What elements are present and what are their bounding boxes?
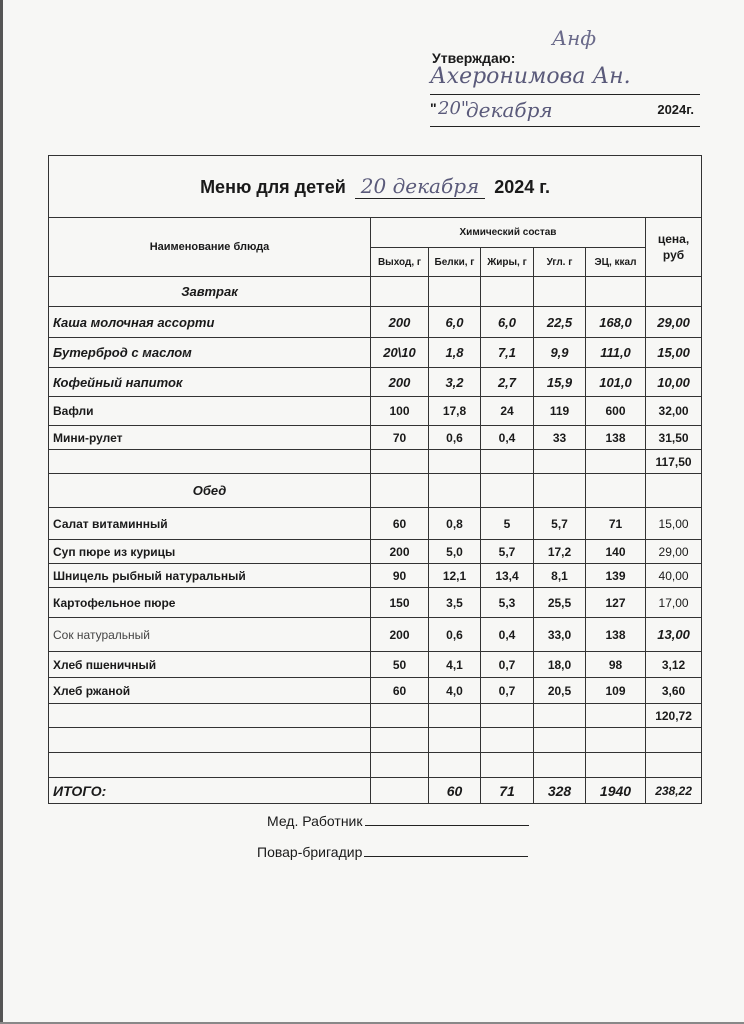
dish-carbs: 33,0 bbox=[534, 618, 586, 652]
dish-protein: 3,2 bbox=[429, 368, 481, 397]
dish-fat: 5 bbox=[481, 508, 534, 540]
dish-name: Шницель рыбный натуральный bbox=[49, 564, 371, 588]
total-protein: 60 bbox=[429, 778, 481, 804]
table-row bbox=[49, 588, 702, 618]
header-chem: Химический состав bbox=[371, 218, 646, 248]
dish-name: Хлеб ржаной bbox=[49, 678, 371, 704]
dish-protein: 0,6 bbox=[429, 426, 481, 450]
total-fat: 71 bbox=[481, 778, 534, 804]
dish-fat: 0,7 bbox=[481, 652, 534, 678]
menu-table bbox=[48, 155, 702, 804]
total-label: ИТОГО: bbox=[49, 778, 371, 804]
table-row bbox=[49, 652, 702, 678]
subtotal-row-lunch bbox=[49, 704, 702, 728]
dish-fat: 13,4 bbox=[481, 564, 534, 588]
dish-yield: 150 bbox=[371, 588, 429, 618]
dish-energy: 98 bbox=[586, 652, 646, 678]
menu-title bbox=[49, 156, 702, 218]
dish-name: Каша молочная ассорти bbox=[49, 307, 371, 338]
table-row bbox=[49, 397, 702, 426]
dish-price: 29,00 bbox=[646, 540, 702, 564]
header-protein: Белки, г bbox=[429, 248, 481, 277]
approval-date bbox=[430, 100, 700, 127]
dish-carbs: 33 bbox=[534, 426, 586, 450]
medic-signature-line bbox=[267, 813, 529, 829]
dish-yield: 20\10 bbox=[371, 338, 429, 368]
dish-price: 13,00 bbox=[646, 618, 702, 652]
dish-carbs: 20,5 bbox=[534, 678, 586, 704]
menu-title-date: 20 декабря bbox=[355, 174, 485, 199]
chef-label: Повар-бригадир bbox=[257, 844, 363, 860]
dish-yield: 60 bbox=[371, 678, 429, 704]
dish-energy: 101,0 bbox=[586, 368, 646, 397]
dish-price: 31,50 bbox=[646, 426, 702, 450]
medic-label: Мед. Работник bbox=[267, 813, 363, 829]
header-energy: ЭЦ, ккал bbox=[586, 248, 646, 277]
dish-energy: 168,0 bbox=[586, 307, 646, 338]
chef-signature-line bbox=[257, 844, 528, 860]
dish-carbs: 15,9 bbox=[534, 368, 586, 397]
table-row bbox=[49, 307, 702, 338]
dish-energy: 140 bbox=[586, 540, 646, 564]
subtotal-breakfast: 117,50 bbox=[646, 450, 702, 474]
dish-name: Сок натуральный bbox=[49, 618, 371, 652]
approval-label: Утверждаю: bbox=[432, 50, 516, 66]
table-row bbox=[49, 678, 702, 704]
scan-edge-left bbox=[0, 0, 3, 1024]
dish-price: 3,12 bbox=[646, 652, 702, 678]
approver-name: Ахеронимова Ан. bbox=[430, 64, 700, 95]
header-carbs: Угл. г bbox=[534, 248, 586, 277]
menu-title-year: 2024 г. bbox=[494, 177, 550, 197]
dish-protein: 0,6 bbox=[429, 618, 481, 652]
dish-protein: 17,8 bbox=[429, 397, 481, 426]
dish-yield: 90 bbox=[371, 564, 429, 588]
dish-protein: 3,5 bbox=[429, 588, 481, 618]
dish-price: 15,00 bbox=[646, 508, 702, 540]
dish-name: Кофейный напиток bbox=[49, 368, 371, 397]
header-fat: Жиры, г bbox=[481, 248, 534, 277]
subtotal-row-breakfast bbox=[49, 450, 702, 474]
table-row bbox=[49, 368, 702, 397]
menu-title-prefix: Меню для детей bbox=[200, 177, 346, 197]
empty-row bbox=[49, 753, 702, 778]
dish-price: 3,60 bbox=[646, 678, 702, 704]
section-breakfast: Завтрак bbox=[49, 277, 371, 307]
empty-row bbox=[49, 728, 702, 753]
dish-fat: 6,0 bbox=[481, 307, 534, 338]
table-row bbox=[49, 338, 702, 368]
dish-energy: 600 bbox=[586, 397, 646, 426]
dish-protein: 0,8 bbox=[429, 508, 481, 540]
dish-name: Мини-рулет bbox=[49, 426, 371, 450]
dish-carbs: 119 bbox=[534, 397, 586, 426]
dish-name: Хлеб пшеничный bbox=[49, 652, 371, 678]
dish-carbs: 9,9 bbox=[534, 338, 586, 368]
dish-yield: 200 bbox=[371, 368, 429, 397]
dish-yield: 200 bbox=[371, 618, 429, 652]
dish-energy: 127 bbox=[586, 588, 646, 618]
section-lunch: Обед bbox=[49, 474, 371, 508]
dish-fat: 0,7 bbox=[481, 678, 534, 704]
dish-fat: 24 bbox=[481, 397, 534, 426]
dish-fat: 5,3 bbox=[481, 588, 534, 618]
dish-protein: 5,0 bbox=[429, 540, 481, 564]
dish-carbs: 17,2 bbox=[534, 540, 586, 564]
dish-energy: 138 bbox=[586, 426, 646, 450]
table-row bbox=[49, 508, 702, 540]
approval-date-day: 20" bbox=[438, 98, 470, 119]
dish-name: Картофельное пюре bbox=[49, 588, 371, 618]
dish-fat: 7,1 bbox=[481, 338, 534, 368]
dish-yield: 200 bbox=[371, 307, 429, 338]
approval-date-year: 2024г. bbox=[657, 102, 694, 117]
dish-name: Бутерброд с маслом bbox=[49, 338, 371, 368]
dish-name: Суп пюре из курицы bbox=[49, 540, 371, 564]
dish-protein: 6,0 bbox=[429, 307, 481, 338]
dish-energy: 139 bbox=[586, 564, 646, 588]
dish-carbs: 18,0 bbox=[534, 652, 586, 678]
dish-price: 40,00 bbox=[646, 564, 702, 588]
total-row bbox=[49, 778, 702, 804]
dish-energy: 111,0 bbox=[586, 338, 646, 368]
dish-protein: 1,8 bbox=[429, 338, 481, 368]
approval-signature: Анф bbox=[552, 26, 596, 50]
dish-name: Вафли bbox=[49, 397, 371, 426]
approval-date-quote: " bbox=[430, 100, 437, 116]
dish-price: 15,00 bbox=[646, 338, 702, 368]
dish-energy: 109 bbox=[586, 678, 646, 704]
dish-carbs: 25,5 bbox=[534, 588, 586, 618]
dish-fat: 5,7 bbox=[481, 540, 534, 564]
dish-carbs: 5,7 bbox=[534, 508, 586, 540]
approval-date-month: декабря bbox=[466, 98, 553, 122]
table-row bbox=[49, 618, 702, 652]
dish-energy: 138 bbox=[586, 618, 646, 652]
header-price: цена, руб bbox=[646, 218, 702, 277]
dish-carbs: 22,5 bbox=[534, 307, 586, 338]
medic-blank bbox=[365, 813, 529, 826]
dish-carbs: 8,1 bbox=[534, 564, 586, 588]
dish-price: 10,00 bbox=[646, 368, 702, 397]
chef-blank bbox=[364, 844, 528, 857]
dish-yield: 200 bbox=[371, 540, 429, 564]
dish-energy: 71 bbox=[586, 508, 646, 540]
dish-protein: 4,1 bbox=[429, 652, 481, 678]
dish-price: 32,00 bbox=[646, 397, 702, 426]
dish-protein: 4,0 bbox=[429, 678, 481, 704]
dish-fat: 0,4 bbox=[481, 618, 534, 652]
dish-name: Салат витаминный bbox=[49, 508, 371, 540]
subtotal-lunch: 120,72 bbox=[646, 704, 702, 728]
dish-yield: 60 bbox=[371, 508, 429, 540]
dish-yield: 100 bbox=[371, 397, 429, 426]
header-dish-name: Наименование блюда bbox=[49, 218, 371, 277]
total-price: 238,22 bbox=[646, 778, 702, 804]
table-row bbox=[49, 564, 702, 588]
dish-price: 17,00 bbox=[646, 588, 702, 618]
table-row bbox=[49, 426, 702, 450]
total-energy: 1940 bbox=[586, 778, 646, 804]
header-yield: Выход, г bbox=[371, 248, 429, 277]
dish-fat: 2,7 bbox=[481, 368, 534, 397]
dish-price: 29,00 bbox=[646, 307, 702, 338]
total-carbs: 328 bbox=[534, 778, 586, 804]
dish-protein: 12,1 bbox=[429, 564, 481, 588]
table-row bbox=[49, 540, 702, 564]
dish-yield: 50 bbox=[371, 652, 429, 678]
dish-yield: 70 bbox=[371, 426, 429, 450]
dish-fat: 0,4 bbox=[481, 426, 534, 450]
